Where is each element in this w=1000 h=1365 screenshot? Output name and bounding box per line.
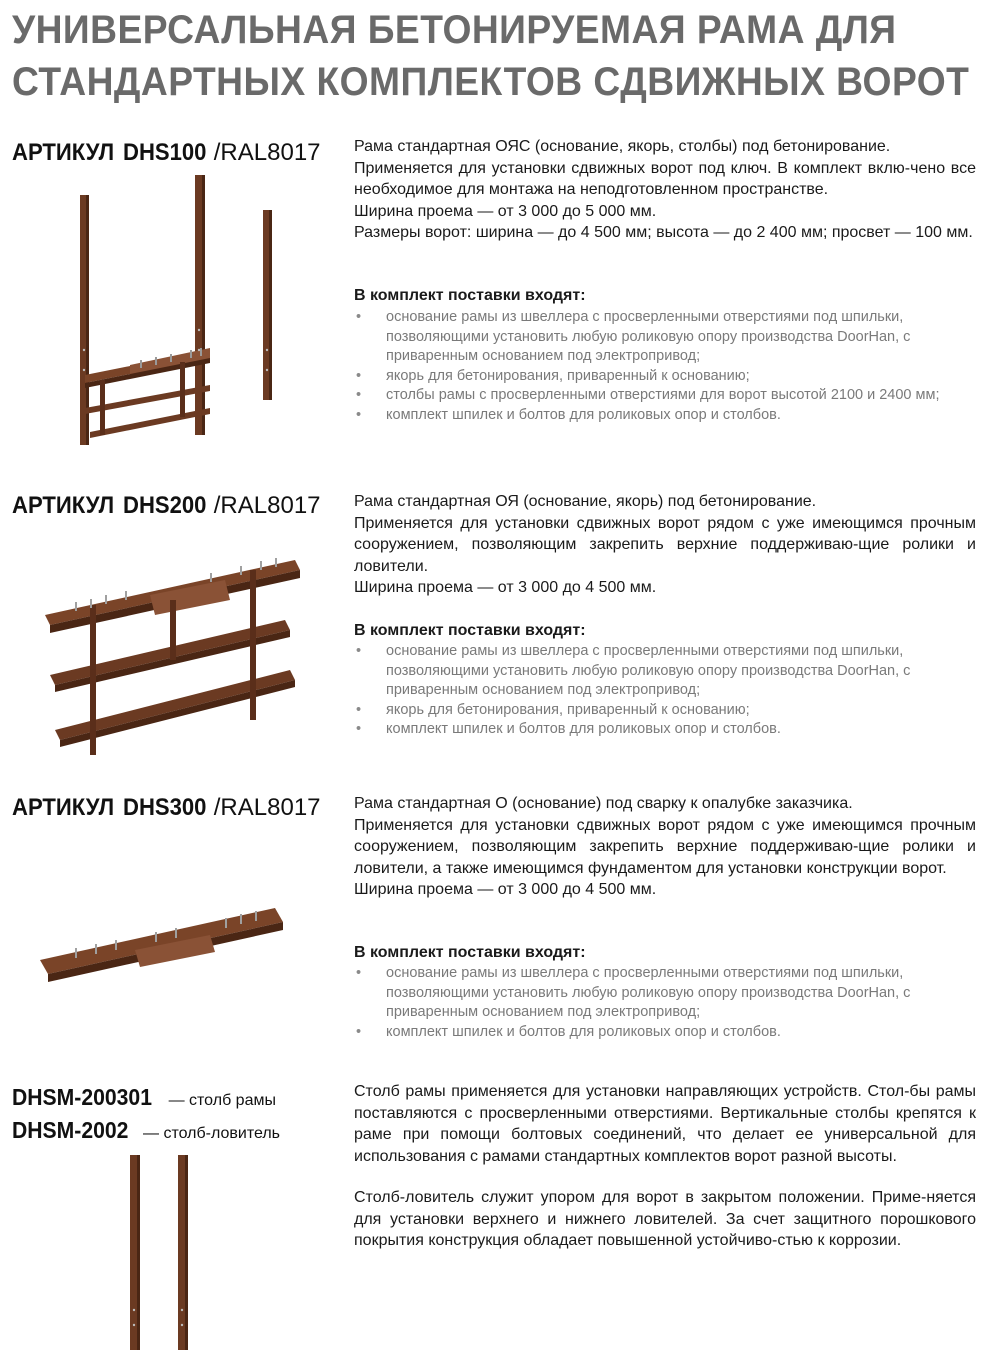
section-description xyxy=(354,793,976,901)
desc-paragraph: Ширина проема — от 3 000 до 4 500 мм. xyxy=(354,579,657,596)
desc-paragraph: Применяется для установки сдвижных ворот под ключ. В комплект вклю-чено все необходимое для монтажа на неподготовленном пространстве. xyxy=(354,159,976,198)
frame-dhs200-illustration xyxy=(35,545,325,765)
kit-item: • якорь для бетонирования, приваренный к основанию; xyxy=(354,367,978,387)
article-heading xyxy=(12,793,321,823)
title-line-1: УНИВЕРСАЛЬНАЯ БЕТОНИРУЕМАЯ РАМА ДЛЯ xyxy=(12,8,897,52)
kit-item: • комплект шпилек и болтов для роликовых опор и столбов. xyxy=(354,1023,978,1043)
desc-paragraph: Применяется для установки сдвижных ворот рядом с уже имеющимся прочным сооружением, позволяющим закрепить верхние поддерживаю-щие ролики и ловители, а также имеющимся фундаментом для установки конструкции ворот. xyxy=(354,816,976,877)
desc-paragraph: Размеры ворот: ширина — до 4 500 мм; высота — до 2 400 мм; просвет — 100 мм. xyxy=(354,224,973,241)
kit-item: • основание рамы из швеллера с просверленными отверстиями под шпильки, позволяющими установить любую роликовую опору производства DoorHan, с приваренным основанием под электропривод; xyxy=(354,964,978,1023)
frame-dhs300-illustration xyxy=(35,880,295,990)
desc-paragraph: Применяется для установки сдвижных ворот рядом с уже имеющимся прочным сооружением, позволяющим закрепить верхние поддерживаю-щие ролики и ловители. xyxy=(354,514,976,575)
kit-item: • основание рамы из швеллера с просверленными отверстиями под шпильки, позволяющими установить любую роликовую опору производства DoorHan, с приваренным основанием под электропривод; xyxy=(354,642,978,701)
dhsm-code-2: DHSM-2002 xyxy=(12,1117,129,1143)
desc-paragraph: Ширина проема — от 3 000 до 4 500 мм. xyxy=(354,881,657,898)
section-description xyxy=(354,136,976,244)
section-description xyxy=(354,491,976,599)
kit-list xyxy=(354,964,978,1042)
article-heading xyxy=(12,491,321,521)
title-line-2: СТАНДАРТНЫХ КОМПЛЕКТОВ СДВИЖНЫХ ВОРОТ xyxy=(12,60,970,104)
kit-item: • комплект шпилек и болтов для роликовых опор и столбов. xyxy=(354,720,978,740)
article-ral: /RAL8017 xyxy=(213,794,321,821)
article-code: DHS300 xyxy=(123,794,207,821)
article-prefix: АРТИКУЛ xyxy=(12,492,115,519)
article-prefix: АРТИКУЛ xyxy=(12,794,115,821)
frame-dhs100-illustration xyxy=(60,170,320,460)
kit-item: • столбы рамы с просверленными отверстиями для ворот высотой 2100 и 2400 мм; xyxy=(354,386,978,406)
desc-paragraph: Рама стандартная ОЯС (основание, якорь, столбы) под бетонирование. xyxy=(354,138,891,155)
dhsm-note-2: — столб-ловитель xyxy=(138,1125,280,1142)
dhsm-line-1 xyxy=(12,1084,276,1111)
kit-item: • основание рамы из швеллера с просверленными отверстиями под шпильки, позволяющими установить любую роликовую опору производства DoorHan, с приваренным основанием под электропривод; xyxy=(354,308,978,367)
dhsm-code-1: DHSM-200301 xyxy=(12,1084,152,1110)
page-title xyxy=(12,4,992,108)
kit-list xyxy=(354,642,978,740)
article-code: DHS100 xyxy=(123,139,207,166)
kit-item: • якорь для бетонирования, приваренный к основанию; xyxy=(354,701,978,721)
article-ral: /RAL8017 xyxy=(213,492,321,519)
dhsm-line-2 xyxy=(12,1117,280,1144)
desc-paragraph: Рама стандартная ОЯ (основание, якорь) под бетонирование. xyxy=(354,493,817,510)
dhsm-note-1: — столб рамы xyxy=(164,1092,276,1109)
desc-paragraph: Ширина проема — от 3 000 до 5 000 мм. xyxy=(354,202,657,220)
kit-item: • комплект шпилек и болтов для роликовых опор и столбов. xyxy=(354,406,978,426)
article-code: DHS200 xyxy=(123,492,207,519)
dhsm-paragraph-1: Столб рамы применяется для установки направляющих устройств. Стол-бы рамы поставляются с просверленными отверстиями. Вертикальные столбы крепятся к раме при помощи болтовых соединений, что делает ее универсальной для использования с рамами стандартных комплектов ворот разной высоты. xyxy=(354,1083,976,1165)
article-heading xyxy=(12,138,321,168)
desc-paragraph: Рама стандартная О (основание) под сварку к опалубке заказчика. xyxy=(354,795,853,812)
dhsm-description xyxy=(354,1081,976,1252)
dhsm-paragraph-2: Столб-ловитель служит упором для ворот в закрытом положении. Приме-няется для установки верхнего и нижнего ловителей. За счет защитного порошкового покрытия конструкция обладает повышенной устойчиво-стью к коррозии. xyxy=(354,1189,976,1249)
kit-title: В комплект поставки входят: xyxy=(354,944,586,961)
article-prefix: АРТИКУЛ xyxy=(12,139,115,166)
posts-illustration xyxy=(120,1150,210,1355)
kit-title: В комплект поставки входят: xyxy=(354,622,586,639)
kit-title: В комплект поставки входят: xyxy=(354,287,586,304)
kit-list xyxy=(354,308,978,425)
article-ral: /RAL8017 xyxy=(213,139,321,166)
